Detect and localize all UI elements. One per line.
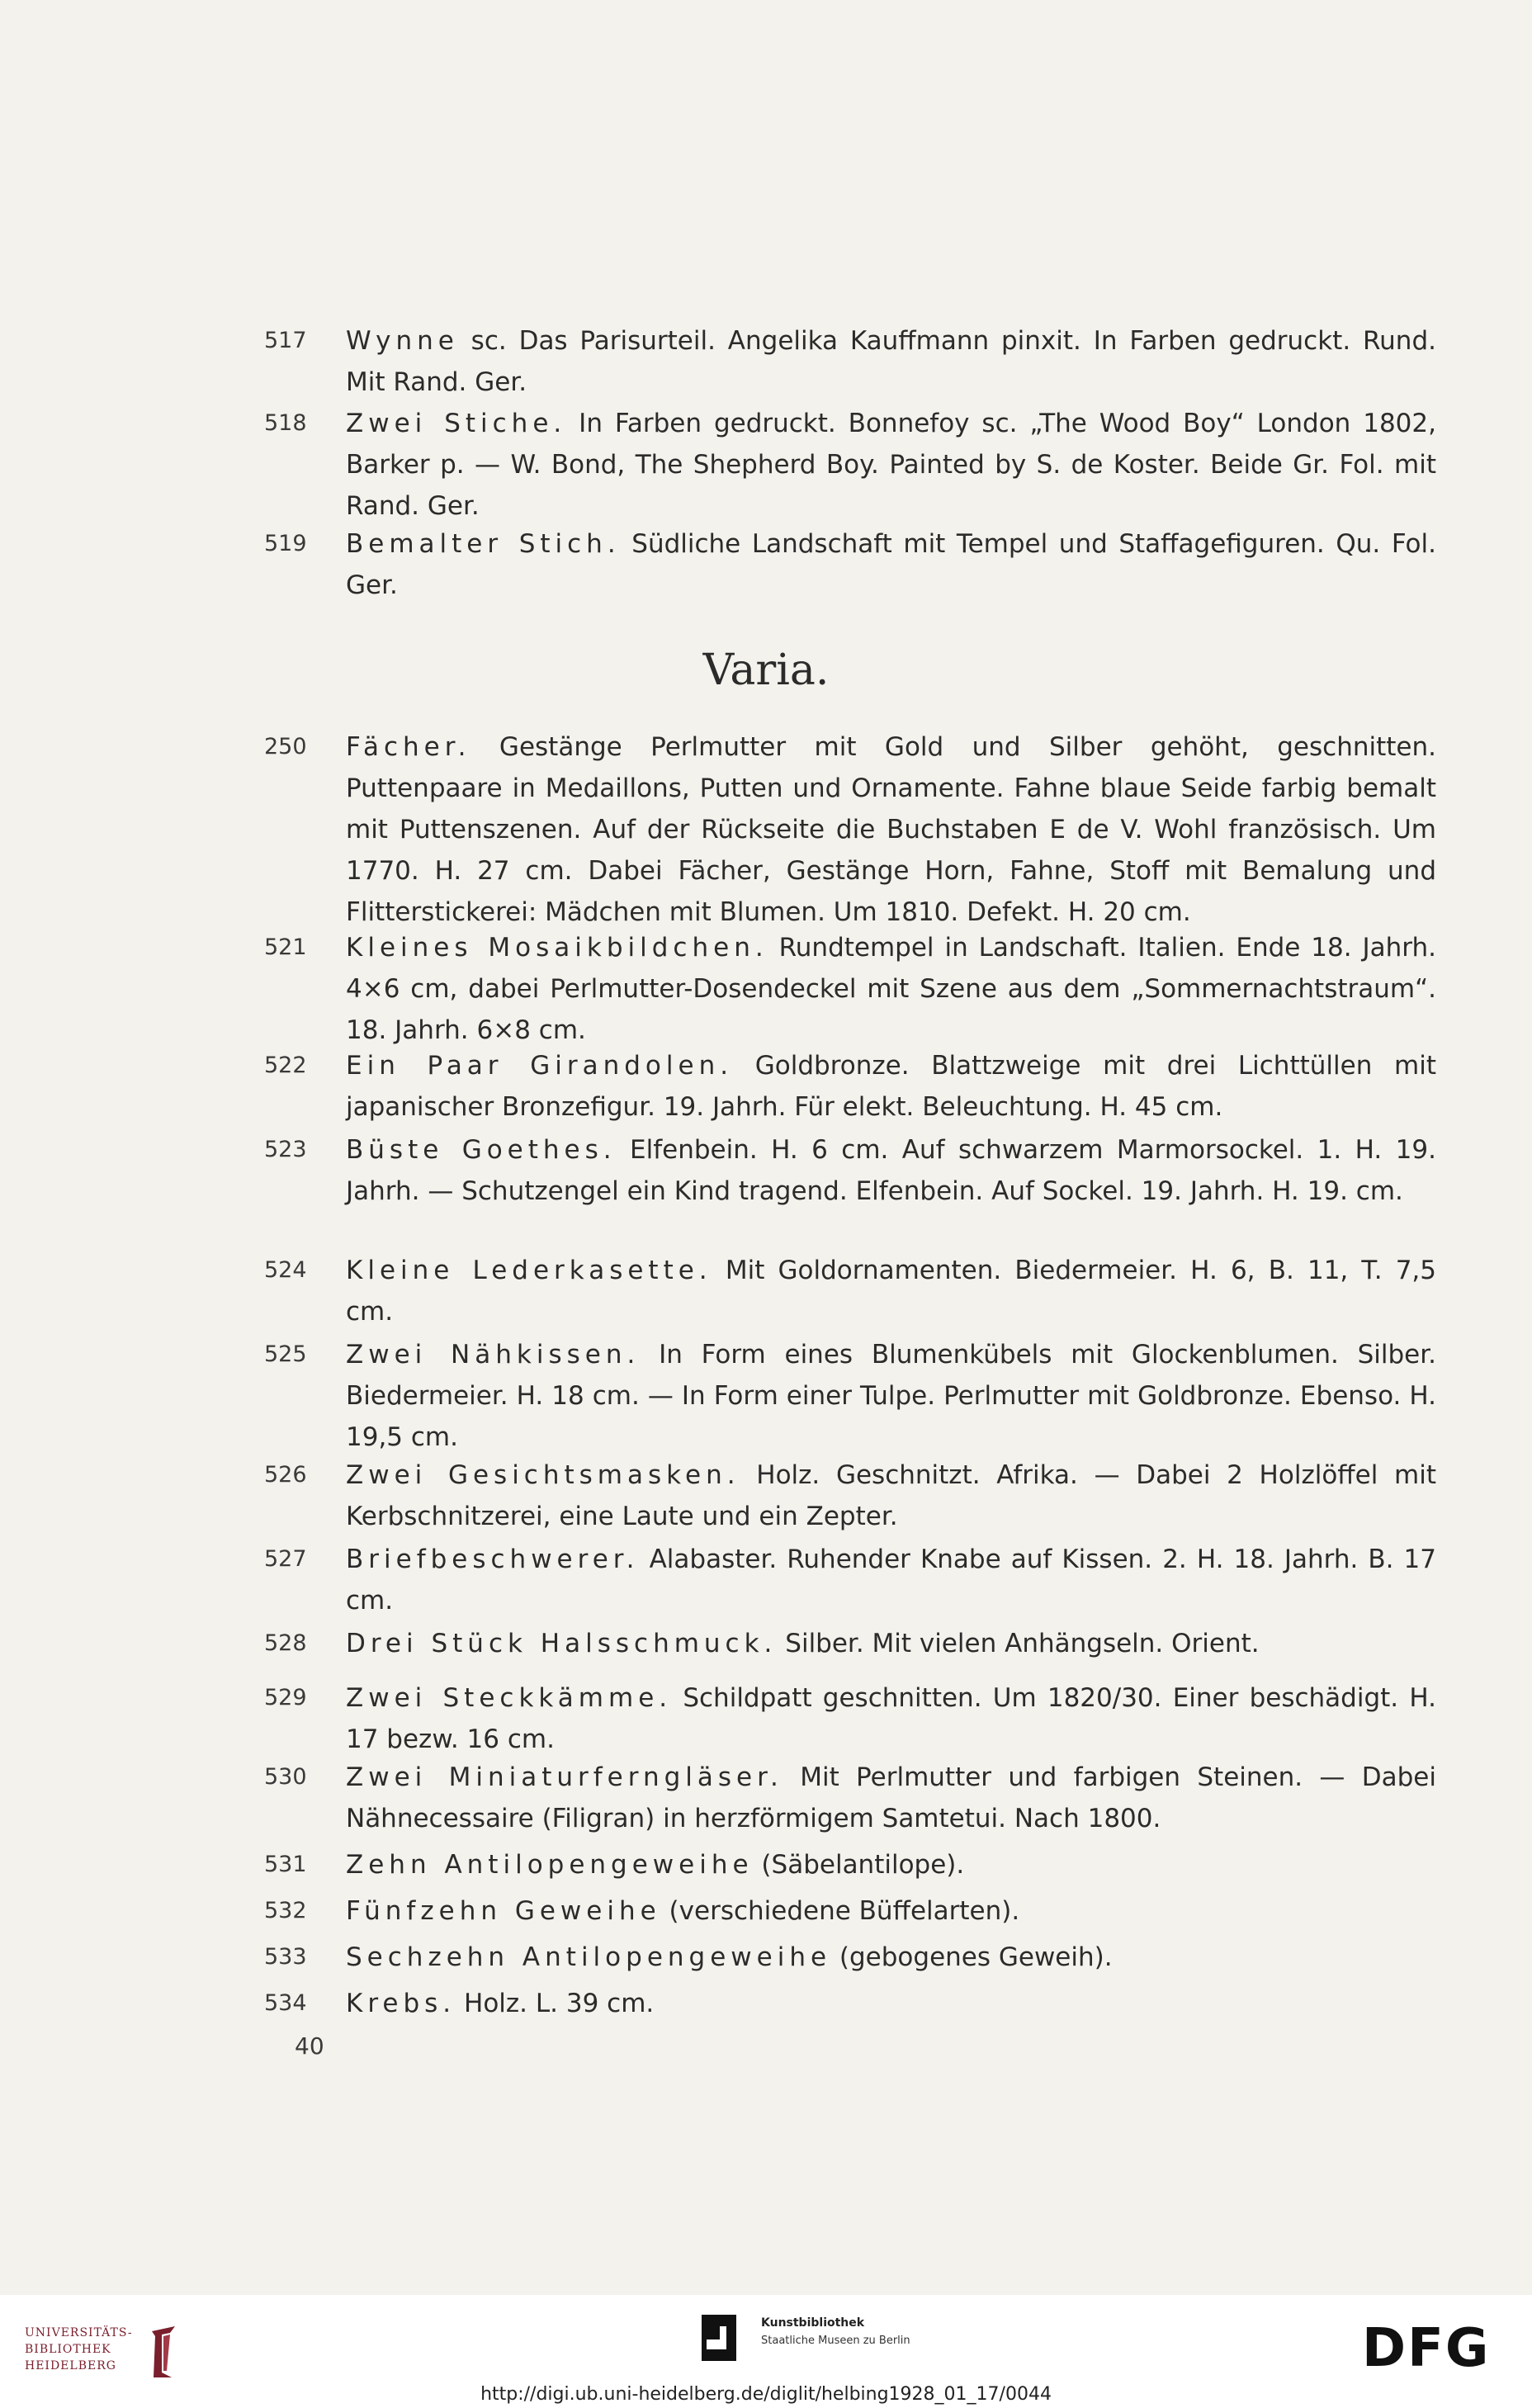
lot-heading: Drei Stück Halsschmuck. xyxy=(346,1629,778,1658)
lot-text xyxy=(346,1455,1436,1537)
lot-heading: Ein Paar Girandolen. xyxy=(346,1051,734,1081)
lot-description: Elfenbein. H. 6 cm. Auf schwarzem Marmorsockel. 1. H. 19. Jahrh. — Schutzengel ein Kind tragend. Elfenbein. Auf Sockel. 19. Jahrh. H. 19. cm. xyxy=(346,1135,1436,1206)
lot-heading: Briefbeschwerer. xyxy=(346,1545,640,1574)
lot-text xyxy=(346,1890,1436,1932)
catalog-entry xyxy=(264,320,1436,403)
lot-description: Holz. Geschnitzt. Afrika. — Dabei 2 Holzlöffel mit Kerbschnitzerei, eine Laute und ein Zepter. xyxy=(346,1460,1436,1531)
lot-heading: Sechzehn Antilopengeweihe xyxy=(346,1942,832,1972)
lot-text xyxy=(346,1334,1436,1458)
lot-heading: Kleines Mosaikbildchen. xyxy=(346,933,768,963)
lot-number: 532 xyxy=(264,1898,307,1923)
lot-heading: Zwei Stiche. xyxy=(346,409,567,438)
lot-heading: Bemalter Stich. xyxy=(346,529,621,559)
catalog-entry xyxy=(264,1129,1436,1212)
lot-heading: Zwei Gesichtsmasken. xyxy=(346,1460,740,1490)
lot-text xyxy=(346,1983,1436,2024)
lot-text xyxy=(346,1129,1436,1212)
lot-description: (Säbelantilope). xyxy=(753,1850,965,1880)
lot-number: 250 xyxy=(264,734,307,759)
section-heading: Varia. xyxy=(702,646,830,695)
lot-number: 524 xyxy=(264,1257,307,1283)
viewer-footer xyxy=(0,2295,1532,2408)
lot-number: 530 xyxy=(264,1764,307,1790)
lot-number: 531 xyxy=(264,1852,307,1877)
lot-description: sc. Das Parisurteil. Angelika Kauffmann pinxit. In Farben gedruckt. Rund. Mit Rand. Ger. xyxy=(346,326,1436,397)
catalog-entry xyxy=(264,1983,1436,2024)
lot-number: 529 xyxy=(264,1685,307,1710)
lot-heading: Wynne xyxy=(346,326,459,356)
catalog-entry xyxy=(264,1045,1436,1128)
lot-description: (gebogenes Geweih). xyxy=(831,1942,1113,1972)
lot-description: Alabaster. Ruhender Knabe auf Kissen. 2. H. 18. Jahrh. B. 17 cm. xyxy=(346,1545,1436,1616)
catalog-entry xyxy=(264,1677,1436,1760)
catalog-entry xyxy=(264,1757,1436,1839)
lot-number: 521 xyxy=(264,934,307,960)
lot-text xyxy=(346,1937,1436,1978)
catalog-entry xyxy=(264,927,1436,1051)
lot-number: 528 xyxy=(264,1630,307,1656)
lot-number: 534 xyxy=(264,1990,307,2016)
catalog-entry xyxy=(264,1844,1436,1885)
lot-description: (verschiedene Büffelarten). xyxy=(660,1896,1020,1926)
lot-description: Gestänge Perlmutter mit Gold und Silber gehöht, geschnitten. Puttenpaare in Medaillons, Putten und Ornamente. Fahne blaue Seide farbig bemalt mit Puttenszenen. Auf der Rückseite die Buchstaben E de V. Wohl französisch. Um 1770. H. 27 cm. Dabei Fächer, Gestänge Horn, Fahne, Stoff mit Bemalung und Flitterstickerei: Mädchen mit Blumen. Um 1810. Defekt. H. 20 cm. xyxy=(346,732,1436,927)
lot-text xyxy=(346,1539,1436,1621)
catalog-entry xyxy=(264,1623,1436,1664)
lot-heading: Zwei Steckkämme. xyxy=(346,1683,673,1713)
lot-number: 522 xyxy=(264,1053,307,1078)
lot-number: 526 xyxy=(264,1462,307,1488)
dfg-logo[interactable]: DFG xyxy=(1362,2318,1491,2379)
lot-heading: Krebs. xyxy=(346,1989,456,2018)
lot-text xyxy=(346,726,1436,933)
catalog-entry xyxy=(264,1334,1436,1458)
ub-line: BIBLIOTHEK xyxy=(25,2343,111,2356)
catalog-entry xyxy=(264,1539,1436,1621)
catalog-entry xyxy=(264,1937,1436,1978)
lot-description: In Farben gedruckt. Bonnefoy sc. „The Wood Boy“ London 1802, Barker p. — W. Bond, The Shepherd Boy. Painted by S. de Koster. Beide Gr. Fol. mit Rand. Ger. xyxy=(346,409,1436,521)
catalog-entry xyxy=(264,1890,1436,1932)
lot-number: 527 xyxy=(264,1546,307,1572)
kunstbibliothek-title: Kunstbibliothek xyxy=(761,2316,865,2330)
lot-text xyxy=(346,1757,1436,1839)
lot-description: Goldbronze. Blattzweige mit drei Lichttüllen mit japanischer Bronzefigur. 19. Jahrh. Für elekt. Beleuchtung. H. 45 cm. xyxy=(346,1051,1436,1122)
catalog-entry xyxy=(264,1455,1436,1537)
lot-text xyxy=(346,1250,1436,1332)
lot-description: In Form eines Blumenkübels mit Glockenblumen. Silber. Biedermeier. H. 18 cm. — In Form einer Tulpe. Perlmutter mit Goldbronze. Ebenso. H. 19,5 cm. xyxy=(346,1340,1437,1452)
lot-text xyxy=(346,927,1436,1051)
lot-heading: Fächer. xyxy=(346,732,471,762)
lot-heading: Kleine Lederkasette. xyxy=(346,1256,712,1285)
lot-text xyxy=(346,320,1436,403)
lot-description: Silber. Mit vielen Anhängseln. Orient. xyxy=(777,1629,1260,1658)
kunstbibliothek-subtitle: Staatliche Museen zu Berlin xyxy=(761,2335,910,2347)
lot-heading: Büste Goethes. xyxy=(346,1135,617,1165)
lot-number: 525 xyxy=(264,1341,307,1367)
lot-heading: Zehn Antilopengeweihe xyxy=(346,1850,754,1880)
lot-heading: Zwei Miniaturferngläser. xyxy=(346,1762,783,1792)
ub-heidelberg-logo-icon[interactable] xyxy=(145,2325,183,2379)
catalog-entry xyxy=(264,1250,1436,1332)
lot-number: 518 xyxy=(264,410,307,436)
lot-number: 523 xyxy=(264,1137,307,1162)
lot-number: 533 xyxy=(264,1944,307,1970)
ub-line: HEIDELBERG xyxy=(25,2359,116,2373)
ub-line: UNIVERSITÄTS- xyxy=(25,2326,133,2339)
kunstbibliothek-logo-icon[interactable] xyxy=(702,2315,736,2361)
lot-text xyxy=(346,403,1436,527)
lot-description: Mit Perlmutter und farbigen Steinen. — Dabei Nähnecessaire (Filigran) in herzförmigem Samtetui. Nach 1800. xyxy=(346,1762,1436,1833)
lot-heading: Zwei Nähkissen. xyxy=(346,1340,641,1370)
lot-text xyxy=(346,1677,1436,1760)
catalog-entry xyxy=(264,726,1436,933)
permalink-url[interactable]: http://digi.ub.uni-heidelberg.de/diglit/helbing1928_01_17/0044 xyxy=(480,2384,1052,2405)
lot-description: Holz. L. 39 cm. xyxy=(456,1989,655,2018)
lot-number: 519 xyxy=(264,531,307,556)
lot-text xyxy=(346,1844,1436,1885)
lot-number: 517 xyxy=(264,328,307,353)
ub-heidelberg-wordmark[interactable] xyxy=(25,2325,149,2374)
catalog-entry xyxy=(264,403,1436,527)
lot-text xyxy=(346,1045,1436,1128)
lot-text xyxy=(346,523,1436,606)
lot-heading: Fünfzehn Geweihe xyxy=(346,1896,661,1926)
page-number: 40 xyxy=(295,2032,324,2060)
lot-description: Rundtempel in Landschaft. Italien. Ende 18. Jahrh. 4×6 cm, dabei Perlmutter-Dosendeckel mit Szene aus dem „Sommernachtstraum“. 18. Jahrh. 6×8 cm. xyxy=(346,933,1437,1045)
lot-description: Schildpatt geschnitten. Um 1820/30. Einer beschädigt. H. 17 bezw. 16 cm. xyxy=(346,1683,1436,1754)
lot-description: Mit Goldornamenten. Biedermeier. H. 6, B. 11, T. 7,5 cm. xyxy=(346,1256,1437,1327)
catalog-entry xyxy=(264,523,1436,606)
lot-text xyxy=(346,1623,1436,1664)
lot-description: Südliche Landschaft mit Tempel und Staffagefiguren. Qu. Fol. Ger. xyxy=(346,529,1436,600)
